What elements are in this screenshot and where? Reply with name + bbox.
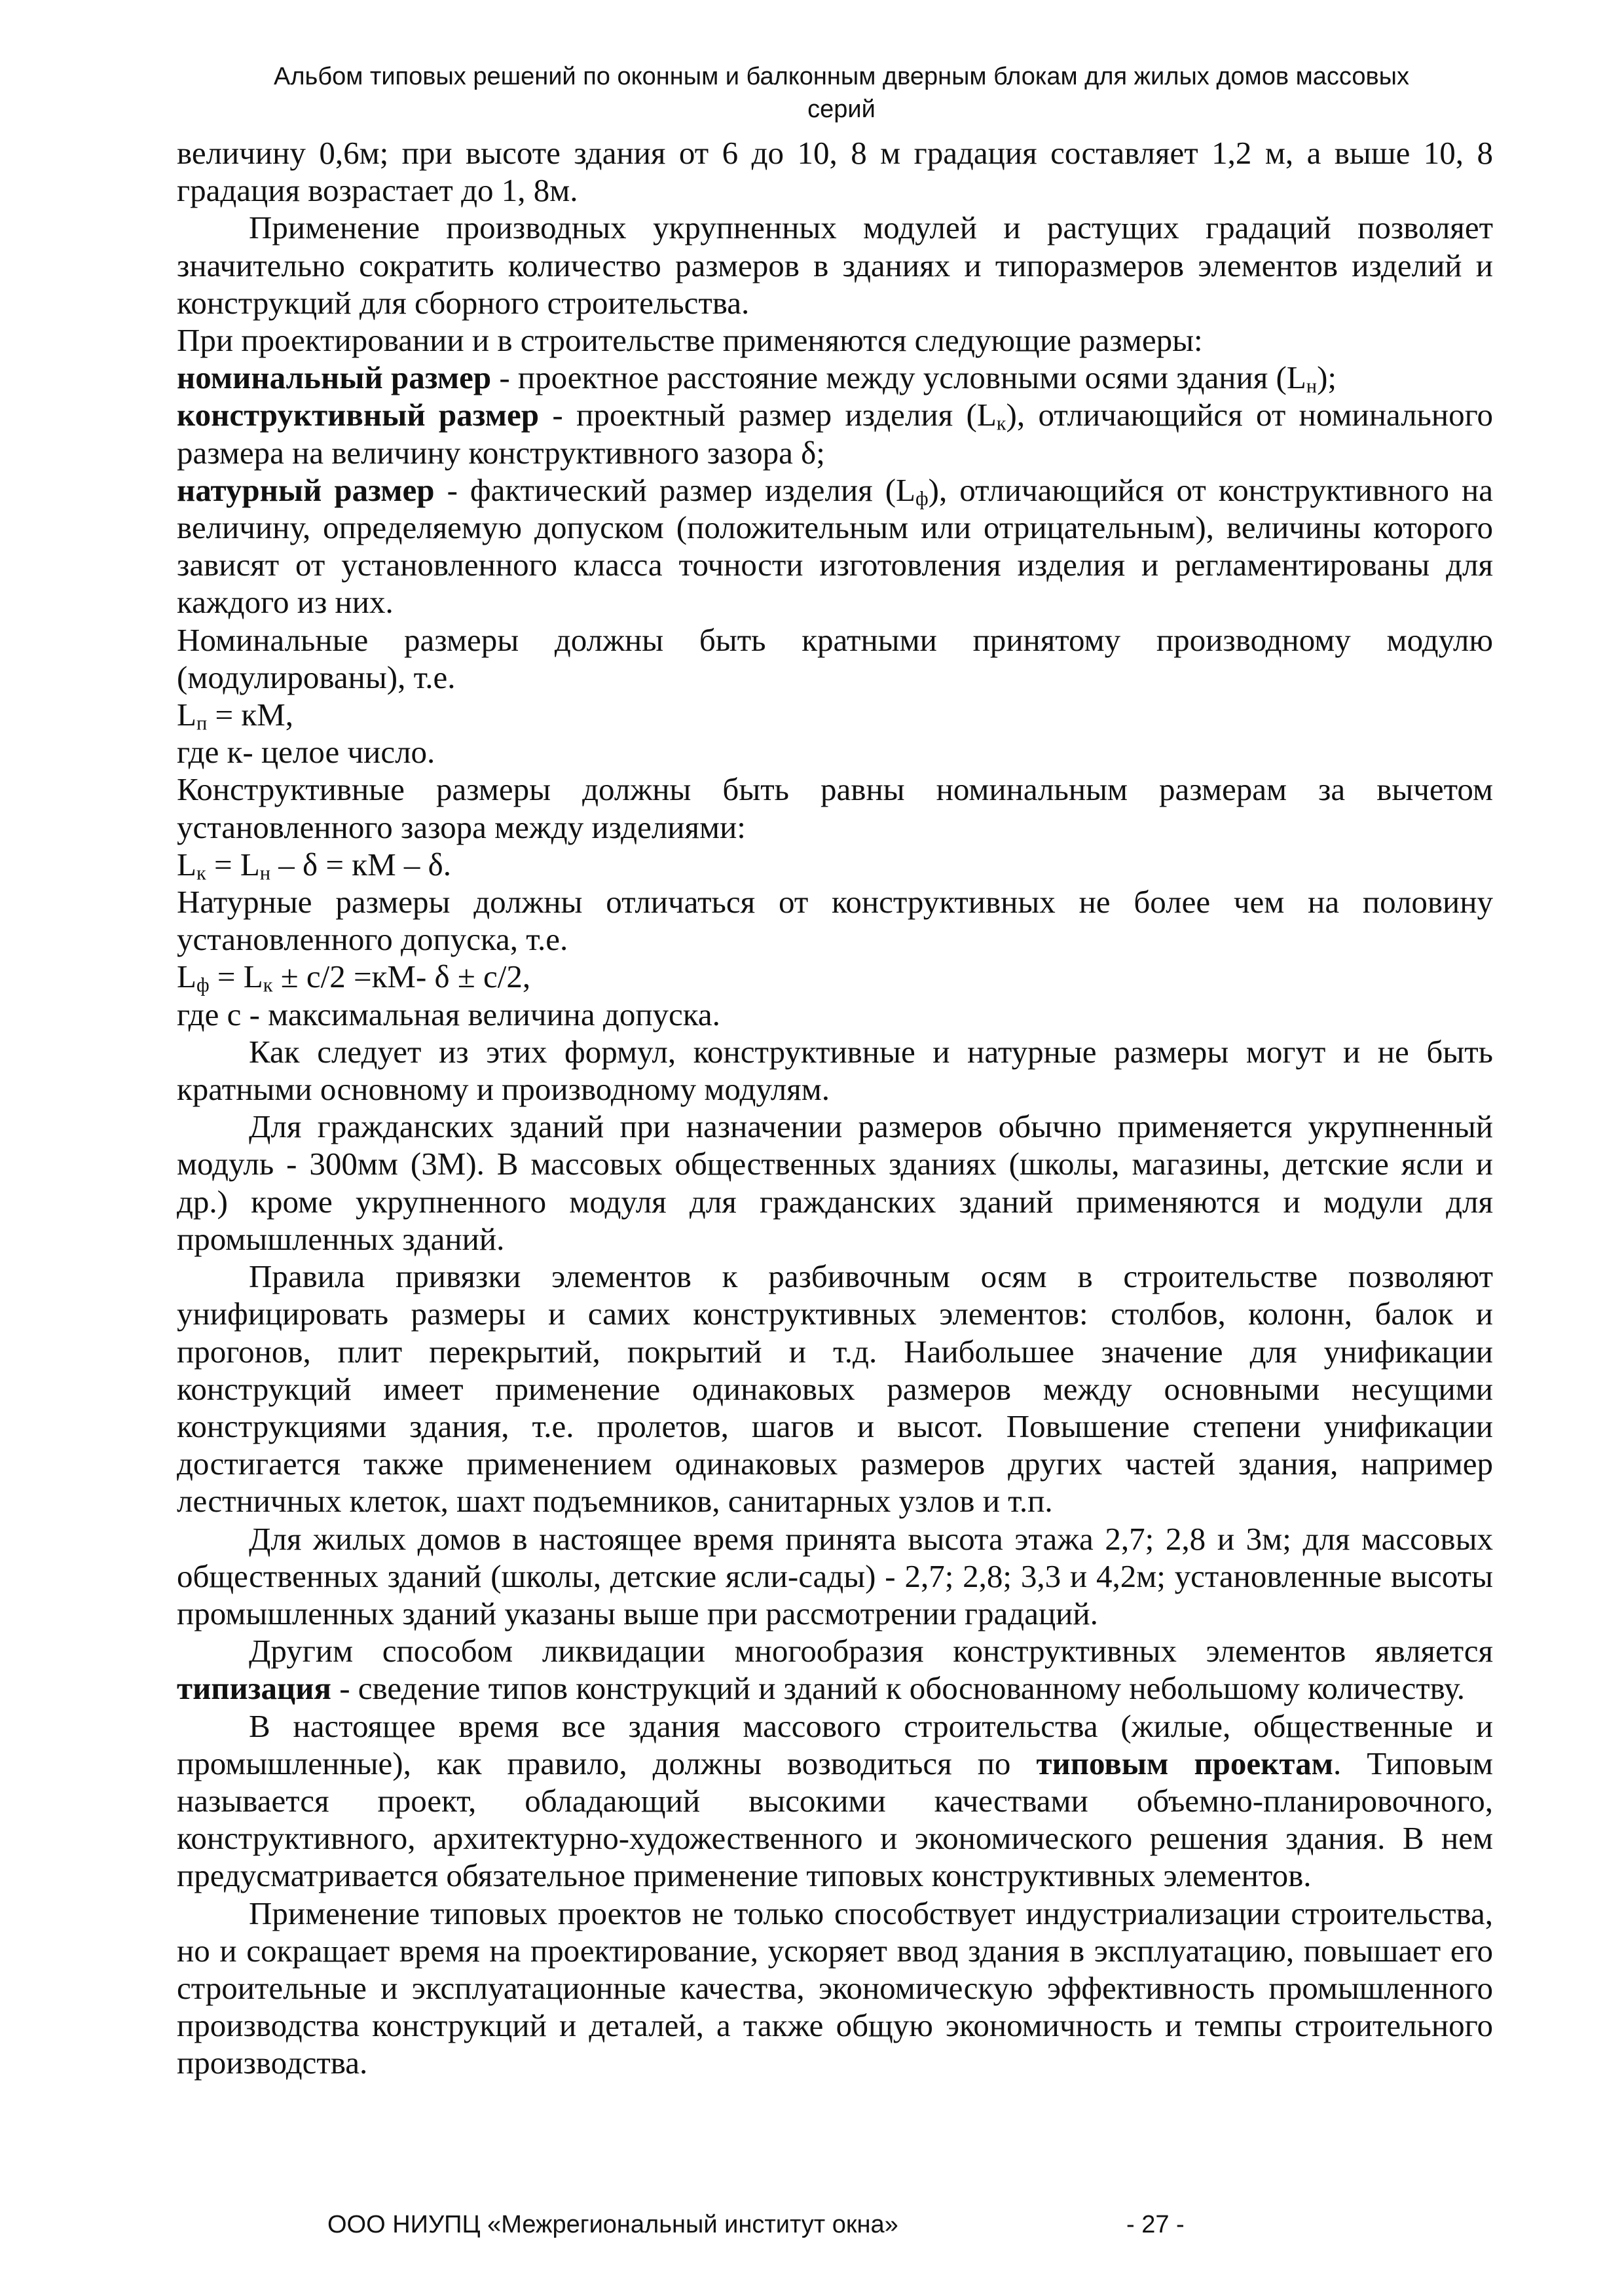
formula-constructive: $L_к = L_н - \delta$ = кМ – δ. <box>177 846 451 884</box>
paragraph-10: Натурные размеры должны отличаться от конструктивных не более чем на половину установленного допуска, т.е. <box>177 884 1493 958</box>
paragraph-14: Правила привязки элементов к разбивочным осям в строительстве позволяют унифицировать размеры и самих конструктивных элементов: столбов, колонн, балок и прогонов, плит перекрытий, покрытий и т.д. Наибольшее значение для унификации конструкций имеет применение одинаковых размеров между основными несущими конструкциями здания, т.е. пролетов, шагов и высот. Повышение степени унификации достигается также применением одинаковых размеров других частей здания, например лестничных клеток, шахт подъемников, санитарных узлов и т.п. <box>177 1258 1493 1520</box>
paragraph-17: В настоящее время все здания массового строительства (жилые, общественные и промышленные), как правило, должны возводиться по типовым проектам. Типовым называется проект, обладающий высокими качествами объемно-планировочного, конструктивного, архитектурно-художественного и экономического решения здания. В нем предусматривается обязательное применение типовых конструктивных элементов. <box>177 1707 1493 1894</box>
term-actual-size: натурный размер <box>177 471 435 508</box>
definition-nominal-size: номинальный размер - проектное расстояние между условными осями здания $(L_н)$; <box>177 359 1337 397</box>
term-typification: типизация <box>177 1670 331 1707</box>
term-typical-projects: типовым проектам <box>1036 1745 1333 1781</box>
term-constructive-size: конструктивный размер <box>177 397 540 433</box>
formula-actual: $L_ф = L_к \pm с/2 =кМ-$ δ ± с/2, <box>177 958 531 997</box>
page-number: - 27 - <box>1126 2211 1185 2238</box>
paragraph-8: где к- целое число. <box>177 734 435 771</box>
paragraph-7: Номинальные размеры должны быть кратными принятому производному модулю (модулированы), т.е. <box>177 621 1493 695</box>
page-header <box>190 60 1493 126</box>
paragraph-16: Другим способом ликвидации многообразия конструктивных элементов является типизация - сведение типов конструкций и зданий к обоснованному небольшому количеству. <box>177 1633 1493 1707</box>
footer-organization: ООО НИУПЦ «Межрегиональный институт окна» <box>327 2211 898 2238</box>
paragraph-18: Применение типовых проектов не только способствует индустриализации строительства, но и сокращает время на проектирование, ускоряет ввод здания в эксплуатацию, повышает его строительные и эксплуатационные качества, экономическую эффективность промышленного производства конструкций и деталей, а также общую экономичность и темпы строительного производства. <box>177 1895 1493 2081</box>
term-nominal-size: номинальный размер <box>177 359 492 396</box>
paragraph-3: При проектировании и в строительстве применяются следующие размеры: <box>177 322 1203 359</box>
definition-actual-size: натурный размер - фактический размер изделия $(L_ф)$, отличающийся от конструктивного на величину, определяемую допуском (положительным или отрицательным), величины которого зависят от установленного класса точности изготовления изделия и регламентированы для каждого из них. <box>177 471 1493 621</box>
definition-constructive-size: конструктивный размер - проектный размер изделия $(L_к)$, отличающийся от номинального размера на величину конструктивного зазора δ; <box>177 397 1493 471</box>
paragraph-9: Конструктивные размеры должны быть равны номинальным размерам за вычетом установленного зазора между изделиями: <box>177 771 1493 845</box>
document-body <box>177 134 1493 2082</box>
paragraph-13: Для гражданских зданий при назначении размеров обычно применяется укрупненный модуль - 300мм (3М). В массовых общественных зданиях (школы, магазины, детские ясли и др.) кроме укрупненного модуля для гражданских зданий применяются и модули для промышленных зданий. <box>177 1108 1493 1257</box>
paragraph-2: Применение производных укрупненных модулей и растущих градаций позволяет значительно сократить количество размеров в зданиях и типоразмеров элементов изделий и конструкций для сборного строительства. <box>177 210 1493 321</box>
paragraph-12: Как следует из этих формул, конструктивные и натурные размеры могут и не быть кратными основному и производному модулям. <box>177 1033 1493 1108</box>
paragraph-1: величину 0,6м; при высоте здания от 6 до 10, 8 м градация составляет 1,2 м, а выше 10, 8 градация возрастает до 1, 8м. <box>177 135 1493 209</box>
paragraph-15: Для жилых домов в настоящее время принята высота этажа 2,7; 2,8 и 3м; для массовых общественных зданий (школы, детские ясли-сады) - 2,7; 2,8; 3,3 и 4,2м; установленные высоты промышленных зданий указаны выше при рассмотрении градаций. <box>177 1520 1493 1631</box>
paragraph-11: где с - максимальная величина допуска. <box>177 996 720 1032</box>
formula-nominal: $L_п$ = кМ, <box>177 697 293 735</box>
header-line-1: Альбом типовых решений по оконным и балконным дверным блокам для жилых домов массовых <box>274 63 1409 90</box>
header-line-2: серий <box>807 96 876 123</box>
